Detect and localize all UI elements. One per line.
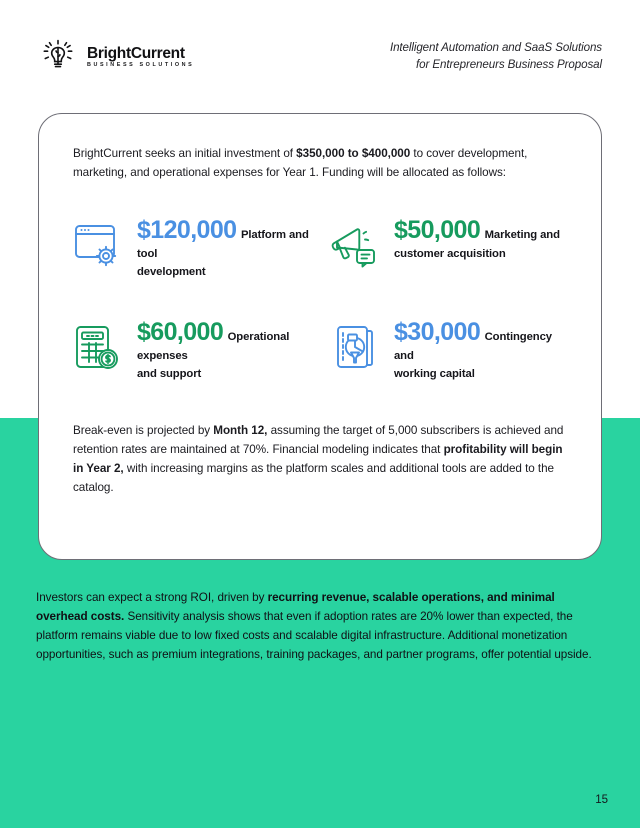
stat-label-line-1: Marketing and <box>484 228 560 241</box>
document-title <box>390 40 602 74</box>
stat-label-line-1: Operational expenses <box>137 330 290 362</box>
roi-part-2: Sensitivity analysis shows that even if adoption rates are 20% lower than expected, the platform remains viable due to low fixed costs and scalable digital infrastructure. Additional monetization opportunities, such as premium integrations, training packages, and partner programs, offer potential upside. <box>36 610 592 662</box>
breakeven-part-1: Break-even is projected by <box>73 423 214 437</box>
stat-body <box>394 318 567 383</box>
funding-allocation-grid <box>73 216 567 383</box>
stat-marketing-and-customer-acquisition <box>330 216 567 281</box>
roi-paragraph <box>36 588 606 664</box>
stat-contingency-and-working-capital <box>330 318 567 383</box>
stat-label-line-2: working capital <box>394 368 475 381</box>
stat-amount: $60,000 <box>137 317 224 346</box>
brain-lightbulb-icon <box>38 38 78 76</box>
stat-label-line-2: customer acquisition <box>394 247 506 260</box>
breakeven-bold-profitability: profitability will begin in Year 2, <box>73 442 563 475</box>
roi-part-1: Investors can expect a strong ROI, driven by <box>36 591 268 604</box>
report-book-chart-icon <box>330 322 380 374</box>
roi-bold-drivers: recurring revenue, scalable operations, and minimal overhead costs. <box>36 591 555 624</box>
stat-operational-expenses-and-support <box>73 318 310 383</box>
brand-name: BrightCurrent <box>87 44 185 62</box>
stat-body <box>137 318 310 383</box>
stat-label-line-2: and support <box>137 368 202 381</box>
intro-paragraph <box>73 145 567 183</box>
breakeven-part-2: assuming the target of 5,000 subscribers is achieved and retention rates are maintained at 70%. Financial modeling indicates that <box>73 423 564 456</box>
brand-logo <box>38 38 194 76</box>
brand-wordmark <box>87 46 194 69</box>
breakeven-paragraph <box>73 422 567 498</box>
breakeven-part-3: with increasing margins as the platform scales and additional tools are added to the catalog. <box>73 461 555 494</box>
page-header <box>0 32 640 92</box>
page-number: 15 <box>595 794 608 806</box>
stat-amount: $120,000 <box>137 215 237 244</box>
stat-body <box>394 216 560 262</box>
intro-part-1: BrightCurrent seeks an initial investment of <box>73 147 297 160</box>
document-title-line-2: for Entrepreneurs Business Proposal <box>416 57 602 71</box>
calculator-dollar-coin-icon <box>73 322 123 374</box>
intro-bold-investment: $350,000 to $400,000 <box>296 147 411 160</box>
stat-label-line-2: development <box>137 266 206 279</box>
stat-platform-and-tool-development <box>73 216 310 281</box>
stat-label-line-1: Contingency and <box>394 330 552 362</box>
stat-label-line-1: Platform and tool <box>137 228 309 260</box>
megaphone-speech-bubble-icon <box>330 220 380 272</box>
breakeven-bold-month: Month 12, <box>213 423 268 437</box>
intro-part-2: to cover development, marketing, and operational expenses for Year 1. Funding will be allocated as follows: <box>73 147 528 179</box>
stat-body <box>137 216 310 281</box>
document-title-line-1: Intelligent Automation and SaaS Solutions <box>389 41 602 54</box>
stat-amount: $50,000 <box>394 215 481 244</box>
funding-card <box>38 113 602 560</box>
browser-window-gear-icon <box>73 220 123 272</box>
stat-amount: $30,000 <box>394 317 481 346</box>
brand-tagline: BUSINESS SOLUTIONS <box>87 62 195 69</box>
